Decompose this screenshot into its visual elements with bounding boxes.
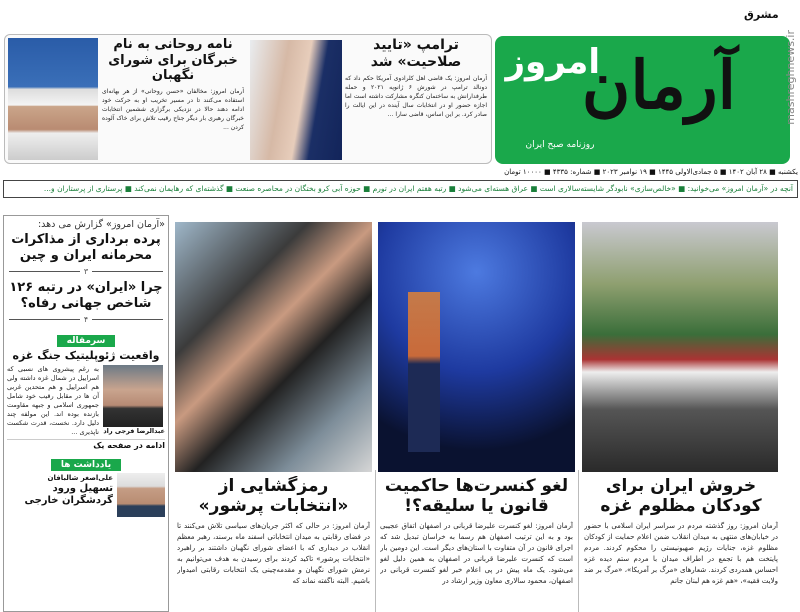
story-elections <box>177 476 370 612</box>
sidebar-headline-china[interactable]: پرده برداری از مذاکرات محرمانه ایران و چین <box>11 232 161 263</box>
teaser-trump <box>345 37 487 162</box>
notes-title[interactable]: تسهیل ورود گردشگران خارجی <box>24 482 113 506</box>
sidebar-headline-welfare[interactable]: چرا «ایران» در رتبه ۱۲۶ شاخص جهانی رفاه؟ <box>9 280 163 311</box>
story-headline-elections[interactable]: رمزگشایی از «انتخابات پرشور» <box>198 476 349 517</box>
election-photo <box>175 222 372 472</box>
gaza-rally-photo <box>582 222 778 472</box>
teaser-body-rouhani: آرمان امروز: مخالفان «حسن روحانی» از هر بهانه‌ای استفاده می‌کنند تا در مسیر تخریب او به حرکت خود ادامه دهند حالا در نزدیکی برگزاری ششمین انتخابات خبرگان رهبری بار دیگر جناح رقیب تلاش برای خاک آلوده کردن ... <box>102 87 244 131</box>
masthead-title: آرمان <box>581 46 736 124</box>
masthead-tagline: روزنامه صبح ایران <box>525 140 595 150</box>
divider <box>9 315 163 324</box>
rouhani-photo <box>8 38 98 160</box>
story-concerts <box>380 476 573 612</box>
author-photo <box>103 365 163 427</box>
trump-photo <box>250 40 342 160</box>
sidebar-kicker: «آرمان امروز» گزارش می دهد: <box>37 219 165 230</box>
dateline: یکشنبه ■ ۲۸ آبان ۱۴۰۲ ■ ۵ جمادی‌الاولی ۱۴۴۵ ■ ۱۹ نوامبر ۲۰۲۳ ■ شماره: ۴۳۳۵ ■ ۱۰۰۰۰ تومان <box>504 168 798 176</box>
divider <box>9 267 163 276</box>
teaser-headline-rouhani[interactable]: نامه روحانی به نام خبرگان برای شورای نگهبان <box>108 37 238 84</box>
concert-photo <box>378 222 575 472</box>
column-divider <box>578 470 579 612</box>
editorial-continue[interactable]: ادامه در صفحه یک <box>7 439 165 450</box>
page-ref: ۳ <box>83 267 89 277</box>
story-body-elections: آرمان امروز: در حالی که اکثر جریان‌های سیاسی تلاش می‌کنند تا در فضای رقابتی به میدان انتخاباتی اسفند ماه برسند، رهبر معظم انقلاب در دیداری که با اعضای شورای نگهبان داشتند بر راهبرد «انتخابات پرشور» تاکید کردند برای رسیدن به هدف می‌توانیم به نرمش شورای نگهبان و مقدمه‌چینی یک انتخابات رقابتی امیدوار باشیم. البته ناگفته نماند که <box>177 521 370 585</box>
mashregh-logo: مشرق <box>744 8 779 21</box>
ticker[interactable]: آنچه در «آرمان امروز» می‌خوانید: ■ «خالص‌سازی» نابودگر شایسته‌سالاری است ■ عراق هسته‌ای می‌شود ■ رتبه هفتم ایران در تورم ■ حوزه آبی کرو بختگان در محاصره صنعت ■ گذشته‌ای که رهایمان نمی‌کند ■ پرستاری از پرستاران و... <box>3 180 798 198</box>
editorial-tag: سرمقاله <box>57 335 116 347</box>
editorial-title[interactable]: واقعیت ژئوپلیتیک جنگ غزه <box>12 349 160 363</box>
story-headline-gaza[interactable]: خروش ایران برای کودکان مظلوم غزه <box>600 476 762 517</box>
column-divider <box>375 470 376 612</box>
story-body-concerts: آرمان امروز: لغو کنسرت علیرضا قربانی در اصفهان اتفاق عجیبی بود و به این ترتیب اصفهان هم رسما به خراسان تبدیل شد که اجرای قانون در آن متفاوت با استان‌های دیگر است. این دومین بار است که کنسرت علیرضا قربانی در اصفهان به همین دلیل لغو می‌شود. یک ماه پیش در پی اعلام خبر لغو کنسرت قربانی در اصفهان، محمود سالاری معاون وزیر ارشاد در <box>380 521 573 585</box>
story-gaza <box>584 476 778 612</box>
page-ref: ۴ <box>83 315 89 325</box>
sidebar <box>3 215 169 612</box>
story-headline-concerts[interactable]: لغو کنسرت‌ها حاکمیت قانون یا سلیقه؟! <box>384 476 569 517</box>
editorial-body: به رغم پیشروی های نسبی که اسراییل در شمال غزه داشته ولی هم اسراییل و هم متحدین غربی آن ها در مقابل رقیب خود شامل جمهوری اسلامی و جبهه مقاومت بازنده بوده اند. این مولفه چند دلیل دارد. نخست، قدرت شکست ناپذیری ... <box>7 364 99 436</box>
masthead-subtitle: امروز <box>505 42 600 82</box>
editorial-author: عبدالرضا فرجی راد <box>103 426 165 435</box>
teaser-headline-trump[interactable]: ترامپ «تایید صلاحیت» شد <box>370 37 462 70</box>
notes-author-photo <box>117 473 165 517</box>
story-body-gaza: آرمان امروز: روز گذشته مردم در سراسر ایران اسلامی با حضور در خیابان‌های منتهی به میدان انقلاب ضمن اعلام حمایت از کودکان مظلوم غزه، جنایات رژیم صهیونیستی را محکوم کردند. مردم پایتخت هم با تجمع در اطراف میدان با مردم ستم دیده غزه احساس همدردی کردند. شعارهای «مرگ بر آمریکا»، «مرگ بر ضد ولایت فقیه»، «هم غزه هم لبنان جانم <box>584 521 778 585</box>
teaser-body-trump: آرمان امروز: یک قاضی اهل کلرادوی آمریکا حکم داد که دونالد ترامپ در شورش ۶ ژانویه ۲۰۲۱ و حمله طرفدارانش به ساختمان کنگره مشارکت داشته است اما اجازه حضور او در انتخابات سال آینده در این ایالت را صادر کرد. بر این اساس، قاضی سارا ... <box>345 74 487 118</box>
notes-author: علی‌اصغر شالبافان <box>47 473 113 482</box>
watermark: mashreghnews.ir <box>784 30 797 125</box>
notes-tag: یادداشت ها <box>51 459 121 471</box>
teaser-rouhani <box>102 37 244 162</box>
